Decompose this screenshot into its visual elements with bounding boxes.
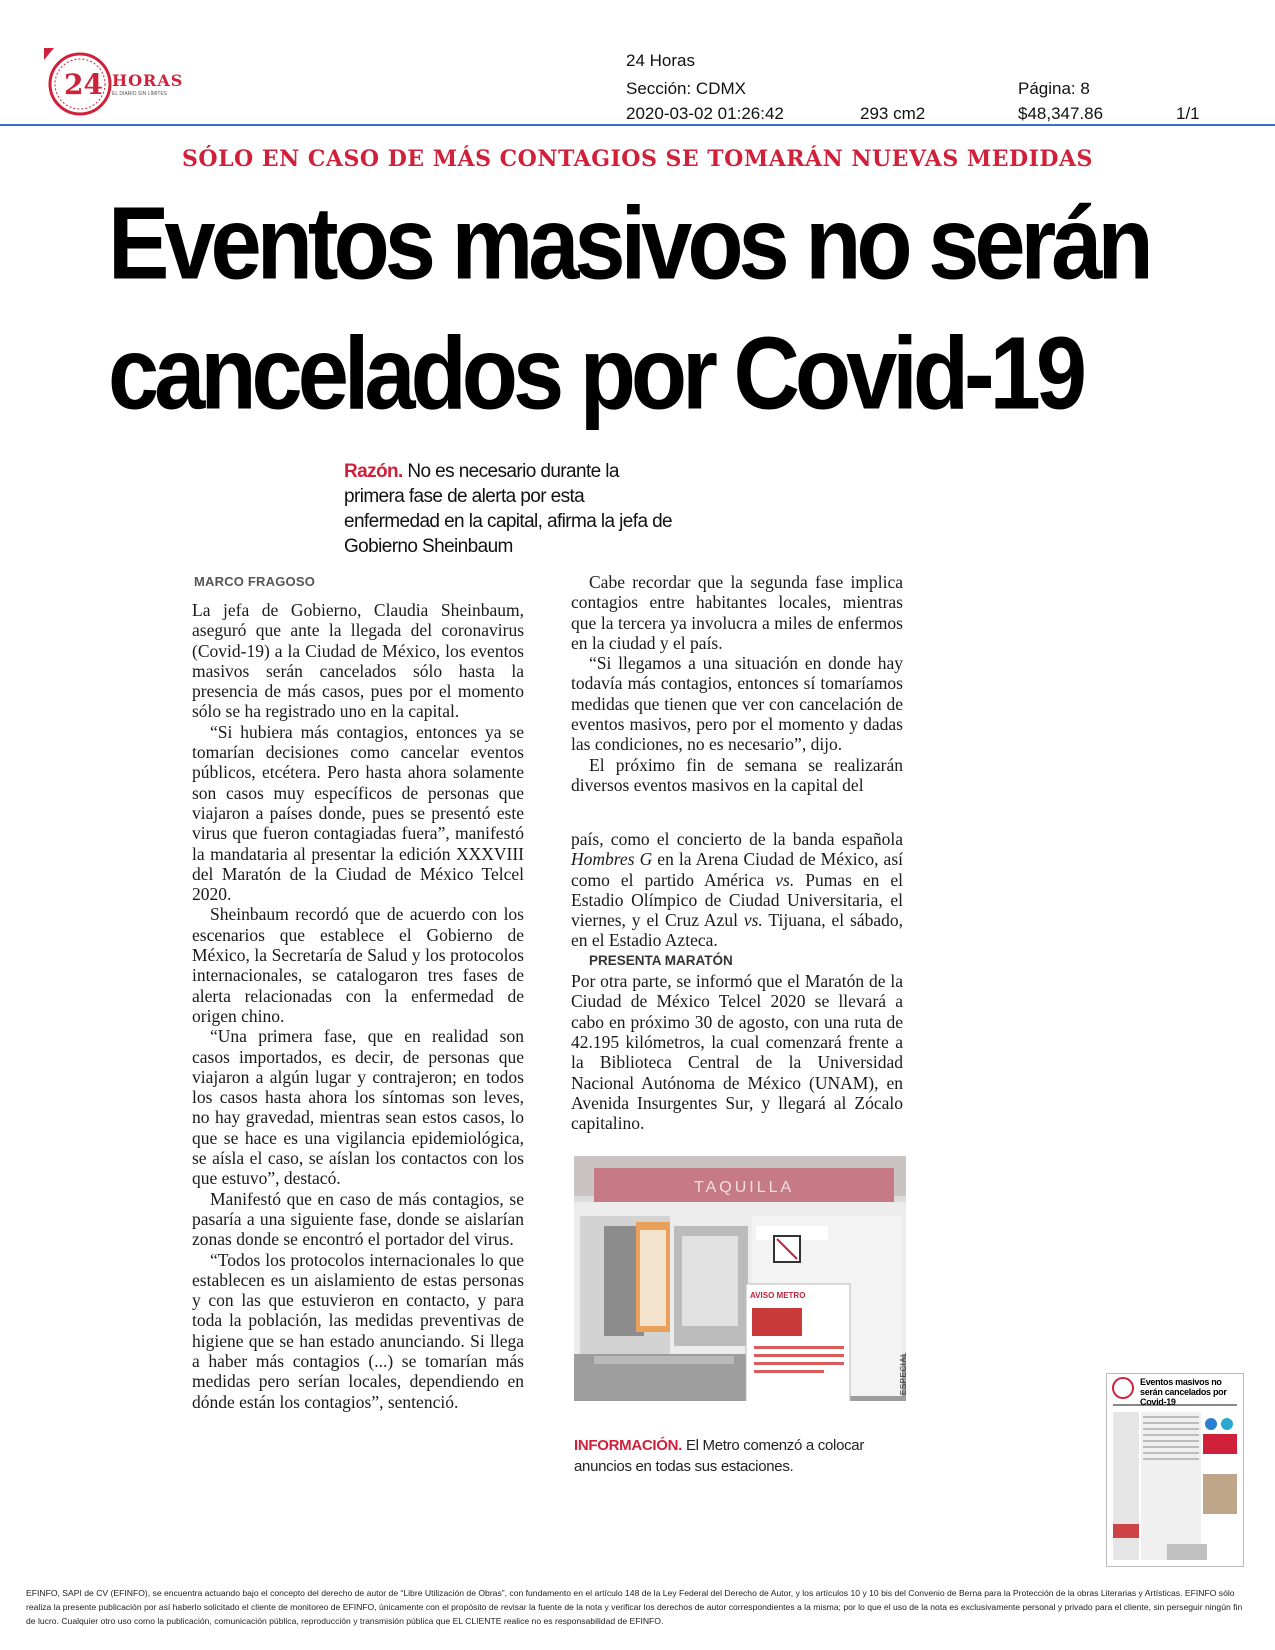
clip-size: 293 cm2 xyxy=(860,104,926,123)
page-number: Página: 8 xyxy=(1018,79,1090,98)
caption-lead: INFORMACIÓN. xyxy=(574,1437,683,1454)
paragraph: “Todos los protocolos internacionales lo que establecen es un aislamiento de estas personas y con las que estuvieron en contacto, y para toda la población, las medidas preventivas de higiene que se han estado anunciando. Si llega a haber más contagios (...) se tomarían más medidas pero serían locales, dependiendo en dónde están los contagios”, sentenció. xyxy=(192,1249,524,1412)
article-photo xyxy=(574,1156,906,1401)
paragraph: “Una primera fase, que en realidad son casos importados, es decir, de personas que viajaron a algún lugar y contrajeron; en todos los casos hasta ahora los síntomas son leves, no hay gravedad, mientras sean estos casos, lo que se hace es una vigilancia epidemiológica, se aísla el caso, se aíslan los contactos con los que estuvo”, destacó. xyxy=(192,1026,524,1189)
article-column-left xyxy=(192,600,524,1412)
capture-datetime: 2020-03-02 01:26:42 xyxy=(626,104,784,123)
publication-name: 24 Horas xyxy=(626,51,695,70)
logo-number: 24 xyxy=(64,68,103,101)
photo-credit: ESPECIAL xyxy=(899,1351,908,1395)
paragraph: El próximo fin de semana se realizarán diversos eventos masivos en la capital del xyxy=(571,754,903,795)
paragraph: Sheinbaum recordó que de acuerdo con los escenarios que establece el Gobierno de México, la Secretaría de Salud y los protocolos internacionales, se catalogaron tres fases de alerta relacionadas con la enfermedad de origen chino. xyxy=(192,904,524,1026)
logo-wordmark: HORAS xyxy=(112,71,184,90)
headline-line-2: cancelados por Covid-19 xyxy=(108,316,1082,431)
article-summary xyxy=(344,459,674,559)
caption-text: El Metro comenzó a colocar anuncios en todas sus estaciones. xyxy=(574,1437,865,1475)
legal-disclaimer: EFINFO, SAPI de CV (EFINFO), se encuentra actuando bajo el concepto del derecho de autor de “Libre Utilización de Obras”, con fundamento en el artículo 148 de la Ley Federal del Derecho de Autor, y los artículos 10 y 10 bis del Convenio de Berna para la Protección de la obras Literarias y Artísticas. EFINFO sólo realiza la presente publicación por así haberlo solicitado el cliente de monitoreo de EFINFO, únicamente con el propósito de revisar la fuente de la nota y verificar los derechos de autor correspondientes a la misma; por lo que el uso de la nota es exclusivamente personal y privado para el cliente, sin perseguir ningún fin de lucro. Cualquier otro uso como la publicación, comunicación pública, reproducción y transmisión pública que EL CLIENTE realice no es responsabilidad de EFINFO. xyxy=(26,1588,1243,1626)
clip-count: 1/1 xyxy=(1176,104,1200,123)
logo-tagline: EL DIARIO SIN LÍMITES xyxy=(112,91,168,97)
byline: MARCO FRAGOSO xyxy=(194,574,316,589)
paragraph: Manifestó que en caso de más contagios, se pasaría a una siguiente fase, donde se aislarían zonas donde se encontró el portador del virus. xyxy=(192,1188,524,1250)
paragraph-events: país, como el concierto de la banda española Hombres G en la Arena Ciudad de México, así como el partido América vs. Pumas en el Estadio Olímpico de Ciudad Universitaria, el viernes, y el Cruz Azul vs. Tijuana, el sábado, en el Estadio Azteca. xyxy=(571,829,903,951)
article-column-right-bottom xyxy=(571,829,903,1133)
header-divider xyxy=(0,124,1275,126)
summary-text: No es necesario durante la primera fase de alerta por esta enfermedad en la capital, afirma la jefa de Gobierno Sheinbaum xyxy=(344,461,673,557)
headline-line-1: Eventos masivos no serán xyxy=(108,186,1149,301)
band-name: Hombres G xyxy=(571,849,653,870)
summary-lead: Razón. xyxy=(344,461,403,482)
paragraph: “Si hubiera más contagios, entonces ya se tomarían decisiones como cancelar eventos públicos, etcétera. Pero hasta ahora solamente son casos muy específicos de personas que viajaron a países donde, pues se presentó este virus que fueron contagiadas fuera”, manifestó la mandataria al presentar la edición XXXVIII del Maratón de la Ciudad de México Telcel 2020. xyxy=(192,721,524,905)
article-kicker: SÓLO EN CASO DE MÁS CONTAGIOS SE TOMARÁN NUEVAS MEDIDAS xyxy=(182,146,1093,172)
paragraph: “Si llegamos a una situación en donde hay todavía más contagios, entonces sí tomaríamos medidas que tienen que ver con cancelación de eventos masivos, pero por el momento y dadas las condiciones, no es necesario”, dijo. xyxy=(571,653,903,755)
paragraph: Cabe recordar que la segunda fase implica contagios entre habitantes locales, mientras que la tercera ya involucra a miles de enfermos en la ciudad y el país. xyxy=(571,572,903,653)
section-label: Sección: CDMX xyxy=(626,79,746,98)
paragraph: Por otra parte, se informó que el Maratón de la Ciudad de México Telcel 2020 se llevará a cabo en próximo 30 de agosto, con una ruta de 42.195 kilómetros, la cual comenzará frente a la Biblioteca Central de la Universidad Nacional Autónoma de México (UNAM), en Avenida Insurgentes Sur, y llegará al Zócalo capitalino. xyxy=(571,971,903,1134)
subhead: PRESENTA MARATÓN xyxy=(589,952,733,968)
photo-caption xyxy=(574,1435,914,1477)
publication-logo xyxy=(44,48,184,120)
photo-sign: TAQUILLA xyxy=(694,1179,795,1196)
clip-value: $48,347.86 xyxy=(1018,104,1104,123)
paragraph: La jefa de Gobierno, Claudia Sheinbaum, aseguró que ante la llegada del coronavirus (Covid-19) a la Ciudad de México, los eventos masivos serán cancelados sólo hasta la presencia de más casos, pues por el momento sólo se ha registrado uno en la capital. xyxy=(192,600,524,722)
photo-poster-title: AVISO METRO xyxy=(750,1291,806,1300)
article-column-right-top xyxy=(571,572,903,795)
thumbnail-title: Eventos masivos no serán cancelados por Covid-19 xyxy=(1140,1377,1227,1407)
